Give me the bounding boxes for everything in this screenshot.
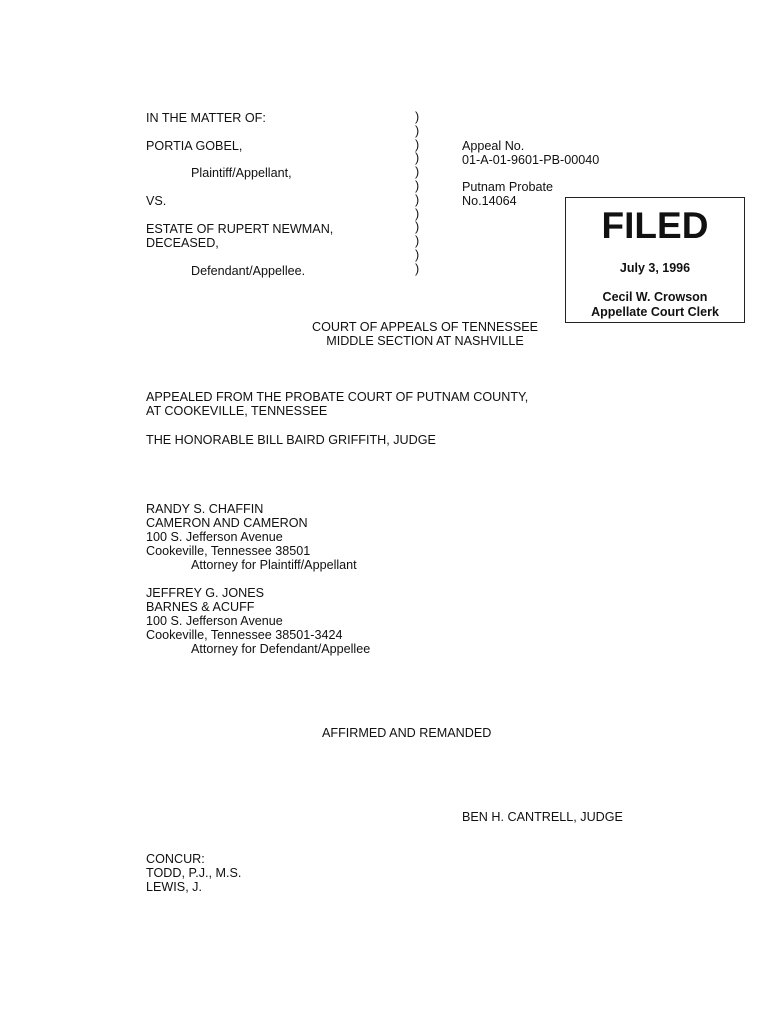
author-judge: BEN H. CANTRELL, JUDGE — [462, 810, 623, 824]
counsel-name: JEFFREY G. JONES — [146, 586, 265, 600]
counsel-block-defendant — [146, 586, 370, 656]
court-name: COURT OF APPEALS OF TENNESSEE — [311, 320, 539, 334]
probate-number-label: Putnam Probate — [462, 180, 554, 194]
counsel-city: Cookeville, Tennessee 38501-3424 — [146, 628, 343, 642]
parenthesis: ) — [415, 137, 420, 152]
clerk-name: Cecil W. Crowson — [602, 290, 708, 304]
parenthesis: ) — [415, 206, 420, 221]
appeal-number: 01-A-01-9601-PB-00040 — [462, 153, 600, 167]
parenthesis: ) — [415, 247, 420, 262]
versus-label: VS. — [146, 194, 167, 208]
appealed-from-block — [146, 390, 528, 418]
defendant-role: Defendant/Appellee. — [191, 264, 306, 278]
caption-parenthesis-column — [415, 111, 425, 277]
parenthesis: ) — [415, 110, 420, 124]
defendant-name-line1: ESTATE OF RUPERT NEWMAN, — [146, 222, 334, 236]
counsel-street: 100 S. Jefferson Avenue — [146, 614, 283, 628]
counsel-city: Cookeville, Tennessee 38501 — [146, 544, 311, 558]
plaintiff-name: PORTIA GOBEL, — [146, 139, 243, 153]
parenthesis: ) — [415, 234, 420, 249]
parenthesis: ) — [415, 165, 420, 180]
counsel-role: Attorney for Defendant/Appellee — [191, 642, 371, 656]
counsel-name: RANDY S. CHAFFIN — [146, 502, 264, 516]
filed-stamp — [565, 197, 745, 323]
concurrence-block — [146, 852, 241, 894]
concurring-judge: TODD, P.J., M.S. — [146, 866, 242, 880]
parenthesis: ) — [415, 192, 420, 207]
concur-label: CONCUR: — [146, 852, 205, 866]
probate-number-block — [462, 180, 553, 208]
filed-stamp-date: July 3, 1996 — [619, 261, 691, 275]
counsel-street: 100 S. Jefferson Avenue — [146, 530, 283, 544]
parenthesis: ) — [415, 123, 420, 138]
parenthesis: ) — [415, 261, 420, 276]
concurring-judge: LEWIS, J. — [146, 880, 202, 894]
counsel-role: Attorney for Plaintiff/Appellant — [191, 558, 357, 572]
matter-heading: IN THE MATTER OF: — [146, 111, 266, 125]
counsel-block-plaintiff — [146, 502, 357, 572]
probate-number: No.14064 — [462, 194, 517, 208]
filed-stamp-title: FILED — [601, 205, 709, 246]
parenthesis: ) — [415, 151, 420, 166]
court-heading — [280, 320, 570, 348]
clerk-title: Appellate Court Clerk — [591, 304, 719, 319]
parenthesis: ) — [415, 220, 420, 235]
counsel-firm: CAMERON AND CAMERON — [146, 516, 308, 530]
court-section: MIDDLE SECTION AT NASHVILLE — [326, 334, 524, 348]
counsel-firm: BARNES & ACUFF — [146, 600, 255, 614]
disposition: AFFIRMED AND REMANDED — [322, 726, 492, 740]
appeal-number-block — [462, 139, 599, 167]
appealed-from-line1: APPEALED FROM THE PROBATE COURT OF PUTNAM COUNTY, — [146, 390, 529, 404]
appealed-from-line2: AT COOKEVILLE, TENNESSEE — [146, 404, 328, 418]
appeal-number-label: Appeal No. — [462, 139, 525, 153]
filed-stamp-clerk — [566, 290, 744, 319]
plaintiff-role: Plaintiff/Appellant, — [191, 166, 292, 180]
parenthesis: ) — [415, 178, 420, 193]
defendant-name-line2: DECEASED, — [146, 236, 219, 250]
trial-judge: THE HONORABLE BILL BAIRD GRIFFITH, JUDGE — [146, 433, 436, 447]
